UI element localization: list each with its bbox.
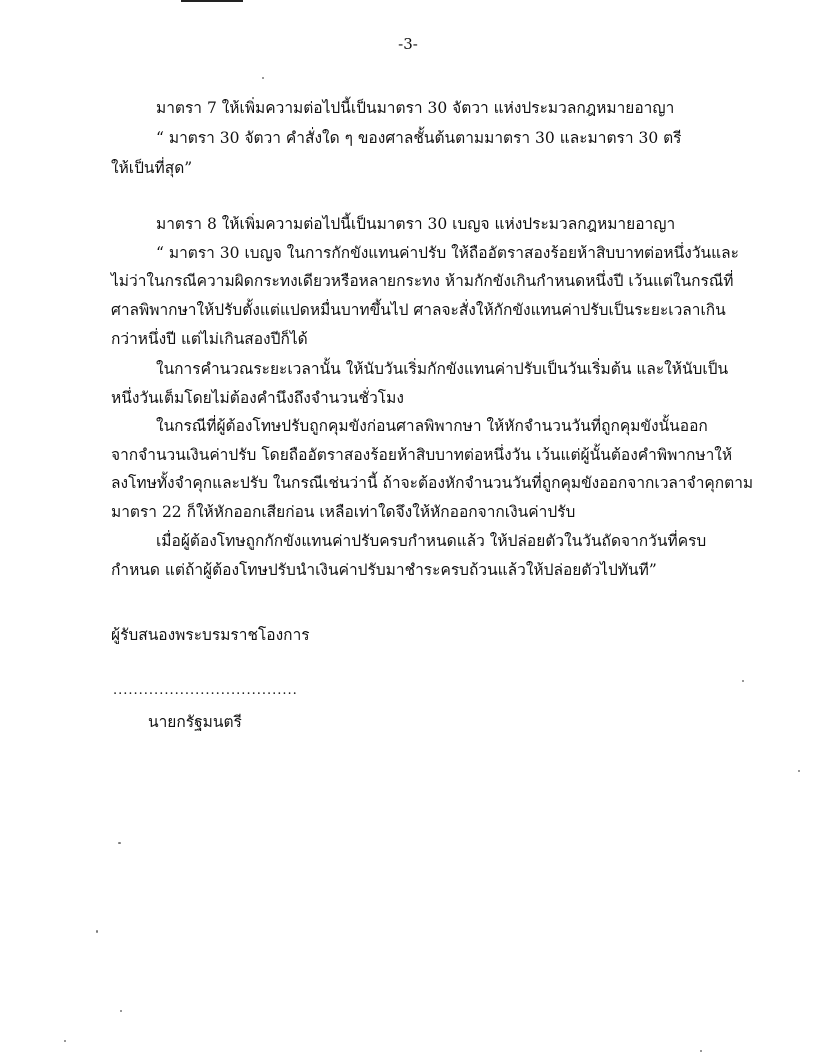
scan-speck — [798, 770, 800, 772]
scan-speck — [96, 930, 98, 933]
page-number: -3- — [398, 35, 418, 53]
section8-body-line: กำหนด แต่ถ้าผู้ต้องโทษปรับนำเงินค่าปรับมาชำระครบถ้วนแล้วให้ปล่อยตัวไปทันที” — [111, 561, 657, 579]
scan-speck — [64, 1040, 66, 1042]
section8-heading: มาตรา 8 ให้เพิ่มความต่อไปนี้เป็นมาตรา 30 เบญจ แห่งประมวลกฎหมายอาญา — [156, 215, 676, 233]
section7-heading: มาตรา 7 ให้เพิ่มความต่อไปนี้เป็นมาตรา 30 จัตวา แห่งประมวลกฎหมายอาญา — [156, 99, 675, 117]
scan-speck — [120, 1010, 122, 1012]
scan-speck — [742, 680, 744, 682]
top-edge-mark — [181, 0, 243, 2]
scan-speck — [262, 77, 264, 79]
section8-body-line: ในการคำนวณระยะเวลานั้น ให้นับวันเริ่มกักขังแทนค่าปรับเป็นวันเริ่มต้น และให้นับเป็น — [156, 360, 729, 378]
section8-body-line: ในกรณีที่ผู้ต้องโทษปรับถูกคุมขังก่อนศาลพิพากษา ให้หักจำนวนวันที่ถูกคุมขังนั้นออก — [156, 417, 708, 435]
section7-body-line: ให้เป็นที่สุด” — [111, 159, 193, 177]
section8-body-line: ลงโทษทั้งจำคุกและปรับ ในกรณีเช่นว่านี้ ถ้าจะต้องหักจำนวนวันที่ถูกคุมขังออกจากเวลาจำคุกตาม — [111, 474, 754, 492]
section8-body-line: จากจำนวนเงินค่าปรับ โดยถืออัตราสองร้อยห้าสิบบาทต่อหนึ่งวัน เว้นแต่ผู้นั้นต้องคำพิพากษาให้ — [111, 446, 733, 464]
section8-body-line: ไม่ว่าในกรณีความผิดกระทงเดียวหรือหลายกระทง ห้ามกักขังเกินกำหนดหนึ่งปี เว้นแต่ในกรณีที่ — [111, 272, 734, 290]
scan-speck — [700, 1050, 702, 1052]
section8-body-line: หนึ่งวันเต็มโดยไม่ต้องคำนึงถึงจำนวนชั่วโมง — [111, 389, 404, 407]
section7-body-line: “ มาตรา 30 จัตวา คำสั่งใด ๆ ของศาลชั้นต้นตามมาตรา 30 และมาตรา 30 ตรี — [156, 129, 682, 147]
section8-body-line: เมื่อผู้ต้องโทษถูกกักขังแทนค่าปรับครบกำหนดแล้ว ให้ปล่อยตัวในวันถัดจากวันที่ครบ — [156, 532, 707, 550]
section8-body-line: “ มาตรา 30 เบญจ ในการกักขังแทนค่าปรับ ให้ถืออัตราสองร้อยห้าสิบบาทต่อหนึ่งวันและ — [156, 244, 739, 262]
section8-body-line: ศาลพิพากษาให้ปรับตั้งแต่แปดหมื่นบาทขึ้นไป ศาลจะสั่งให้กักขังแทนค่าปรับเป็นระยะเวลาเกิน — [111, 301, 726, 319]
signatory-title: นายกรัฐมนตรี — [148, 713, 242, 731]
scan-speck — [118, 842, 121, 844]
section8-body-line: กว่าหนึ่งปี แต่ไม่เกินสองปีก็ได้ — [111, 330, 308, 348]
section8-body-line: มาตรา 22 ก็ให้หักออกเสียก่อน เหลือเท่าใดจึงให้หักออกจากเงินค่าปรับ — [111, 503, 576, 521]
countersign-line: ผู้รับสนองพระบรมราชโองการ — [111, 626, 310, 644]
signature-line: .................................... — [113, 683, 298, 698]
